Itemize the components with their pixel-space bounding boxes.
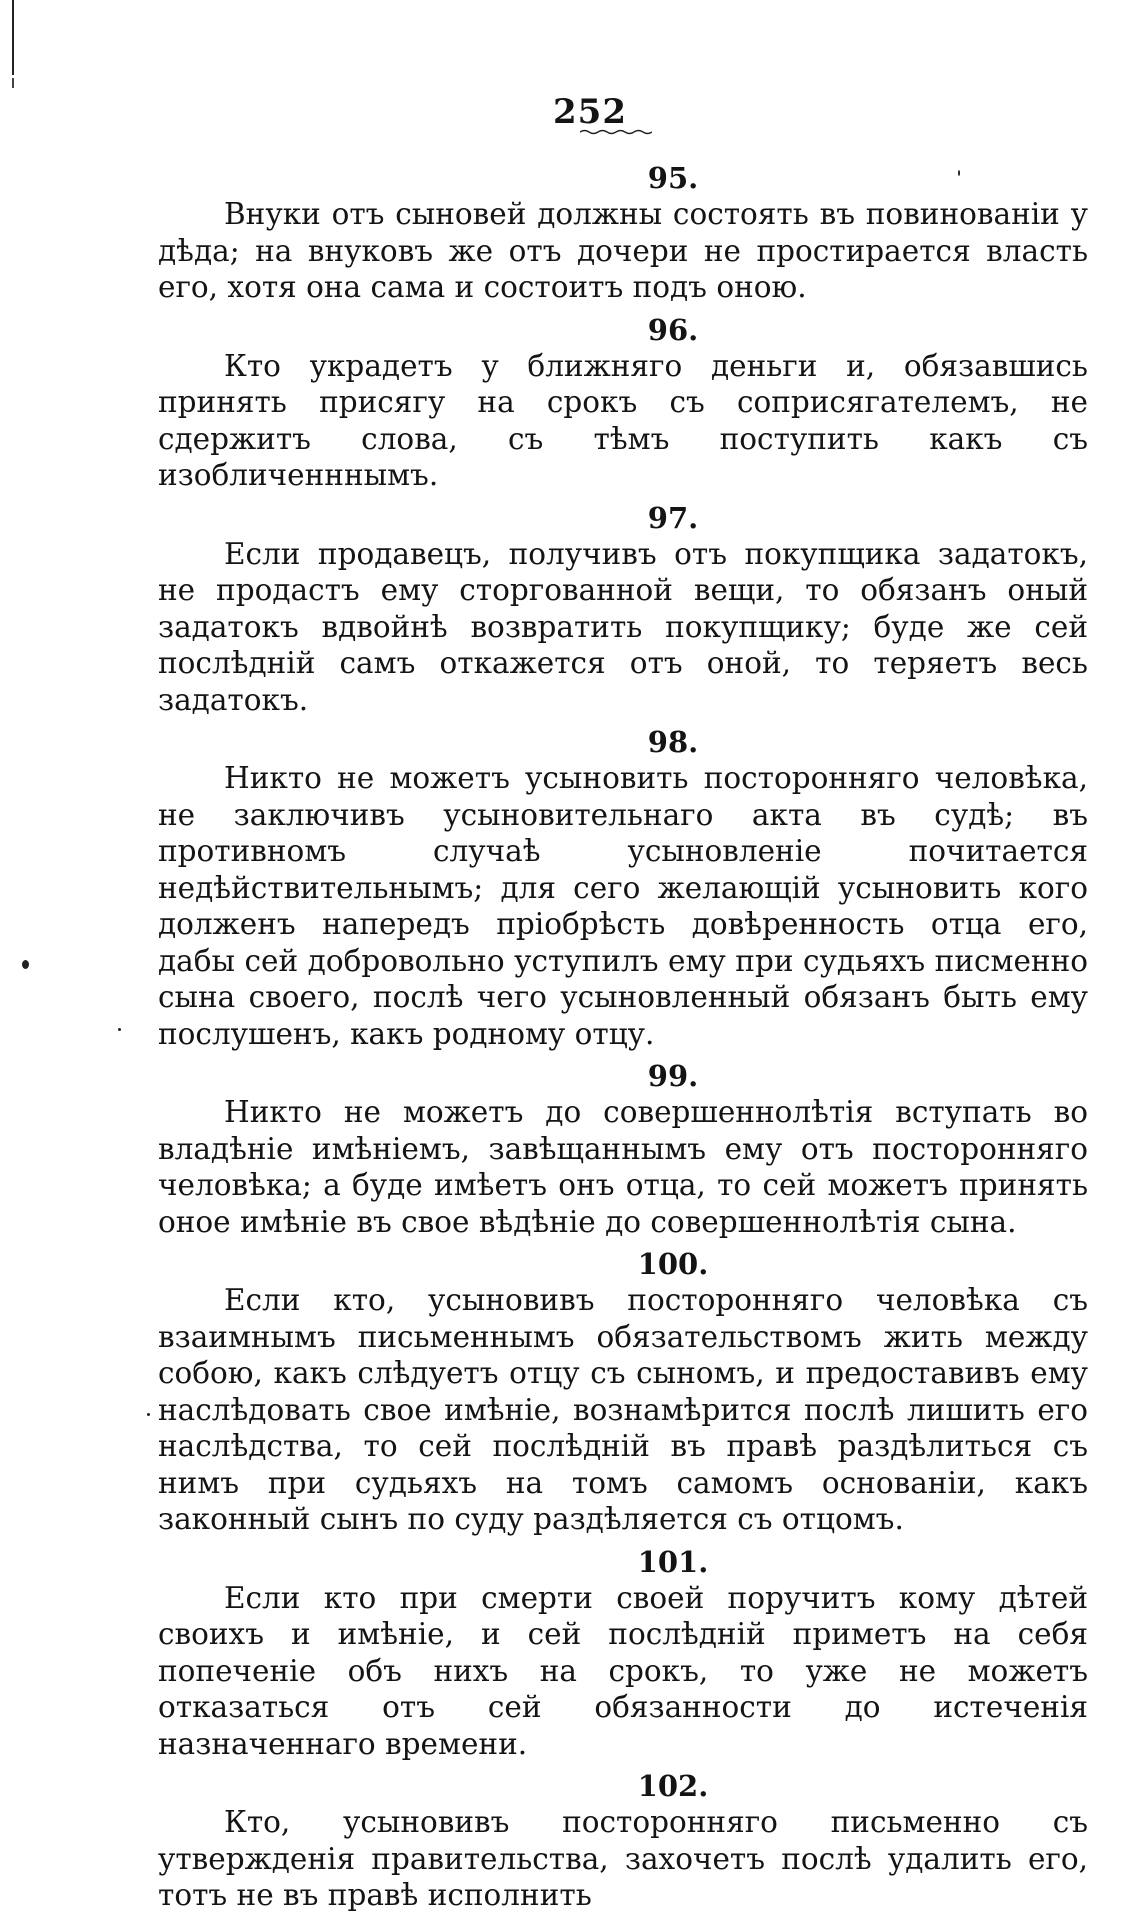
article-number: 98. (647, 725, 699, 759)
article-97 (158, 500, 1088, 719)
article-number: 101. (637, 1544, 709, 1579)
article-98 (158, 724, 1088, 1052)
articles-body (158, 160, 1088, 1920)
article-100 (158, 1246, 1088, 1538)
article-text: Если кто, усыновивъ посторонняго человѣка съ взаимнымъ письменнымъ обязательствомъ жить между собою, какъ слѣдуетъ отцу съ сыномъ, и предоставивъ ему наслѣдовать свое имѣнiе, вознамѣрится послѣ лишить его наслѣдства, то сей послѣднiй въ правѣ раздѣлиться съ нимъ при судьяхъ на томъ самомъ основанiи, какъ законный сынъ по суду раздѣляется съ отцомъ. (158, 1283, 1088, 1536)
article-102 (158, 1768, 1088, 1914)
article-text: Кто, усыновивъ посторонняго письменно съ утвержденiя правительства, захочетъ послѣ удалить его, тотъ не въ правѣ исполнить (158, 1805, 1088, 1912)
ink-speck (958, 170, 960, 176)
article-95 (158, 160, 1088, 306)
article-number: 100. (637, 1247, 709, 1281)
article-text: Если кто при смерти своей поручитъ кому дѣтей своихъ и имѣнiе, и сей послѣднiй приметъ на себя попеченiе объ нихъ на срокъ, то уже не можетъ отказаться отъ сей обязанности до истеченiя назначеннаго времени. (158, 1580, 1088, 1761)
ink-speck (147, 1413, 150, 1416)
page-number: 252 (553, 92, 627, 132)
page-edge-line (12, 0, 14, 75)
page-edge-line (12, 78, 14, 88)
article-99 (158, 1058, 1088, 1240)
ink-speck (22, 960, 29, 969)
article-text: Внуки отъ сыновей должны состоять въ повиновaнiи у дѣда; на внуковъ же отъ дочери не простирается власть его, хотя она сама и состоитъ подъ оною. (158, 197, 1088, 304)
article-number: 96. (647, 312, 699, 347)
page-number-ornament (580, 129, 652, 135)
article-number: 95. (647, 161, 699, 195)
ink-speck (118, 1028, 121, 1031)
article-text: Никто не можетъ до совершеннолѣтiя вступать во владѣнiе имѣнiемъ, завѣщаннымъ ему отъ посторонняго человѣка; а буде имѣетъ онъ отца, то сей можетъ принять оное имѣнiе въ свое вѣдѣнiе до совершеннолѣтiя сына. (158, 1095, 1088, 1239)
article-text: Если продавецъ, получивъ отъ покупщика задатокъ, не продастъ ему сторгованной вещи, то обязанъ оный задатокъ вдвойнѣ возвратить покупщику; буде же сей послѣднiй самъ откажется отъ оной, то теряетъ весь задатокъ. (158, 536, 1088, 717)
article-number: 97. (647, 500, 699, 535)
article-text: Никто не можетъ усыновить посторонняго человѣка, не заключивъ усыновительнаго акта въ судѣ; въ противномъ случаѣ усыновленiе почитается недѣйствительнымъ; для сего желающiй усыновить кого должeнъ напередъ прiобрѣсть довѣренность отца его, дабы сей добровольно уступилъ ему при судьяхъ писменно сына своего, послѣ чего усыновленный обязанъ быть ему послушенъ, какъ родному отцу. (158, 761, 1088, 1051)
article-number: 99. (647, 1059, 699, 1093)
article-number: 102. (637, 1769, 709, 1803)
article-text: Кто украдетъ у ближняго деньги и, обязавшись принять присягу на срокъ съ соприсягателемъ, не сдержитъ слова, съ тѣмъ поступить какъ съ изобличенннымъ. (158, 348, 1088, 492)
article-101 (158, 1544, 1088, 1763)
article-96 (158, 312, 1088, 494)
